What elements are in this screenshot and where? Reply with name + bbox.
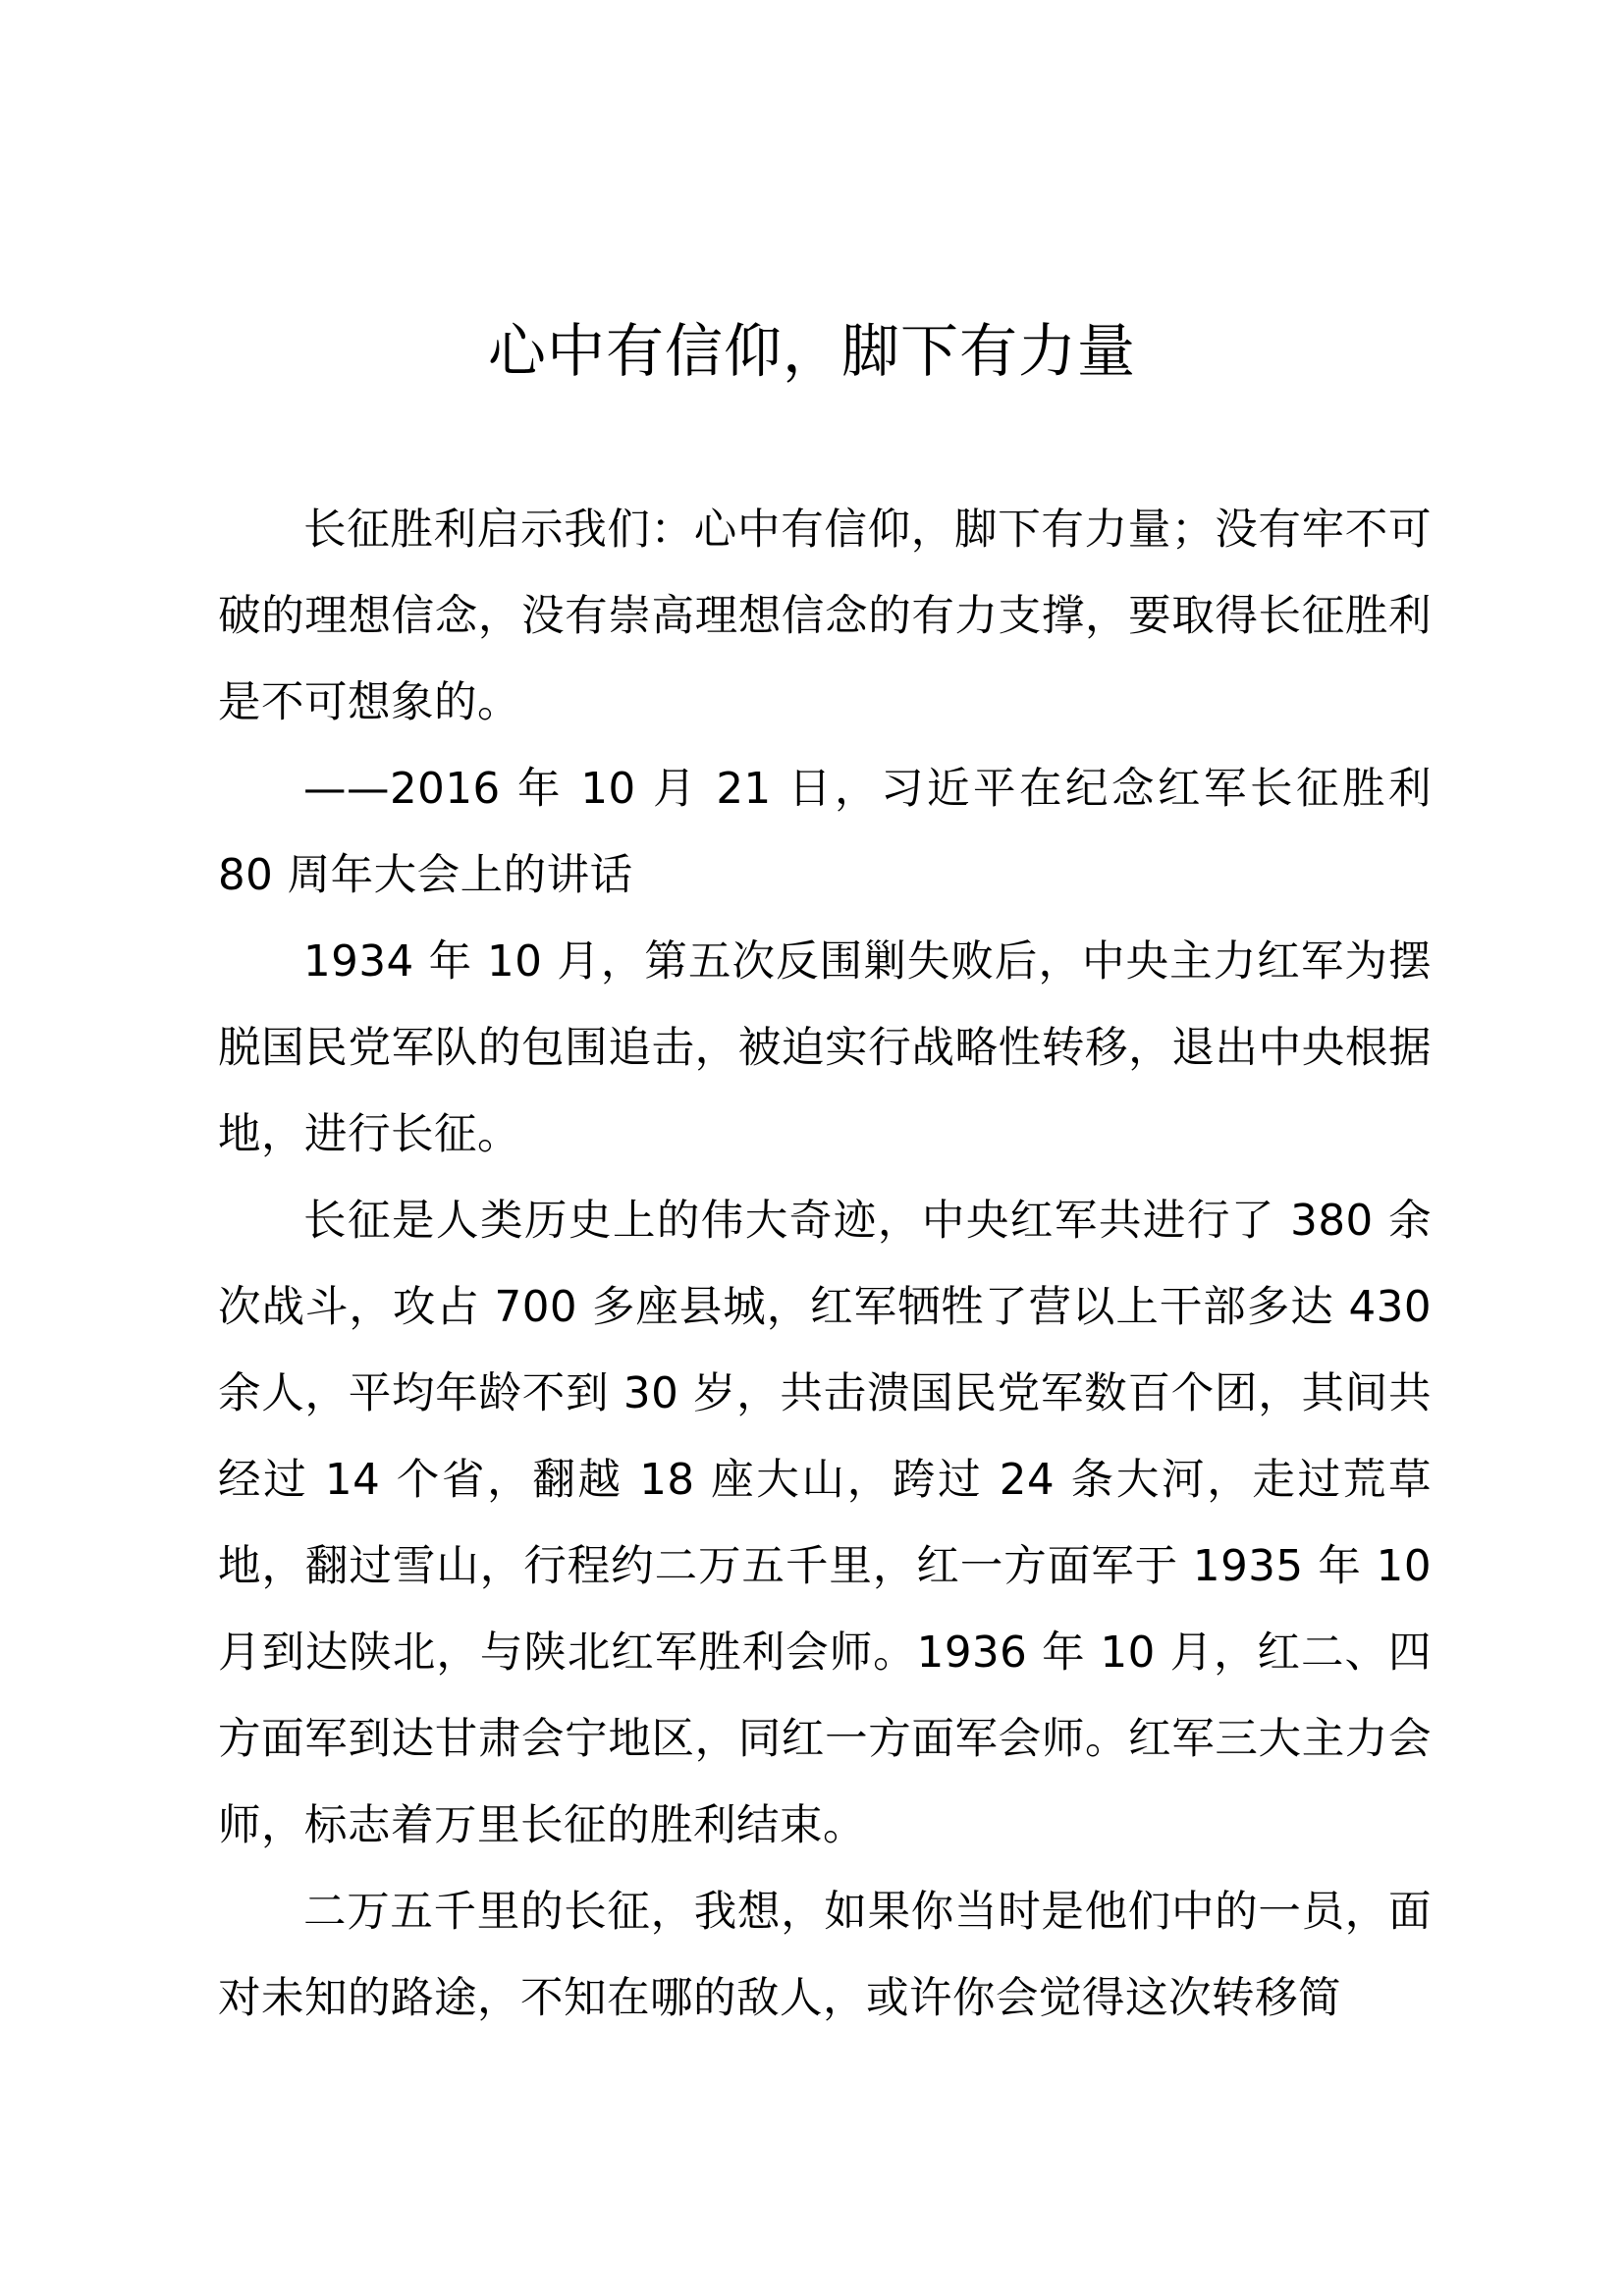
paragraph-source: ——2016 年 10 月 21 日，习近平在纪念红军长征胜利 80 周年大会上的讲话 — [218, 765, 1432, 900]
paragraph-long-march-facts: 长征是人类历史上的伟大奇迹，中央红军共进行了 380 余次战斗，攻占 700 多座县城，红军牺牲了营以上干部多达 430 余人，平均年龄不到 30 岁，共击溃国民党军数百个团，其间共经过 14 个省，翻越 18 座大山，跨过 24 条大河，走过荒草地，翻过雪山，行程约二万五千里，红一方面军于 1935 年 10 月到达陕北，与陕北红军胜利会师。1936 年 10 月，红二、四方面军到达甘肃会宁地区，同红一方面军会师。红军三大主力会师，标志着万里长征的胜利结束。 — [218, 1197, 1432, 1850]
paragraph-quote: 长征胜利启示我们：心中有信仰，脚下有力量；没有牢不可破的理想信念，没有崇高理想信念的有力支撑，要取得长征胜利是不可想象的。 — [218, 506, 1432, 727]
document-title: 心中有信仰，脚下有力量 — [487, 317, 1136, 385]
paragraph-history: 1934 年 10 月，第五次反围剿失败后，中央主力红军为摆脱国民党军队的包围追击，被迫实行战略性转移，退出中央根据地，进行长征。 — [218, 937, 1432, 1159]
paragraph-reflection: 二万五千里的长征，我想，如果你当时是他们中的一员，面对未知的路途，不知在哪的敌人，或许你会觉得这次转移简 — [218, 1888, 1432, 2023]
document-body — [218, 487, 1432, 2042]
